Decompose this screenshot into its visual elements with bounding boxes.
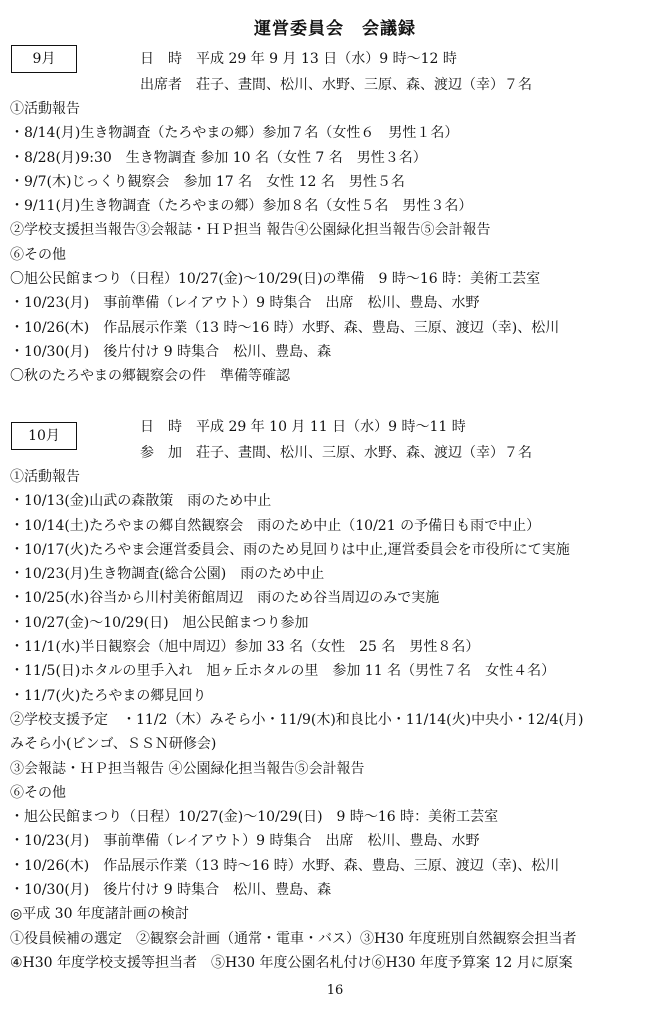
minutes-line: ・10/14(土)たろやまの郷自然観察会 雨のため中止（10/21 の予備日も雨で中止） (10, 517, 541, 534)
meeting-attendees: 出席者 荘子、晝間、松川、水野、三原、森、渡辺（幸）７名 (140, 77, 532, 93)
minutes-line: ・10/30(月) 後片付け 9 時集合 松川、豊島、森 (10, 882, 332, 899)
minutes-line: ◎平成 30 年度諸計画の検討 (10, 906, 189, 923)
minutes-line: ⑥その他 (10, 784, 66, 801)
minutes-line: ・10/23(月) 事前準備（レイアウト）9 時集合 出席 松川、豊島、水野 (10, 833, 480, 850)
minutes-line: 〇旭公民館まつり（日程）10/27(金)〜10/29(日)の準備 9 時〜16 時：美術工芸室 (10, 271, 541, 288)
month-label-box: 10月 (11, 422, 77, 450)
minutes-line: ・11/5(日)ホタルの里手入れ 旭ヶ丘ホタルの里 参加 11 名（男性７名 女性４名） (10, 663, 556, 680)
minutes-line: ②学校支援担当報告③会報誌・ＨＰ担当 報告④公園緑化担当報告⑤会計報告 (10, 222, 491, 239)
minutes-line: ③会報誌・ＨＰ担当報告 ④公園緑化担当報告⑤会計報告 (10, 760, 365, 777)
meeting-datetime: 日 時 平成 29 年 9 月 13 日（水）9 時〜12 時 (140, 51, 457, 67)
meeting-datetime: 日 時 平成 29 年 10 月 11 日（水）9 時〜11 時 (140, 419, 466, 435)
minutes-line: 〇秋のたろやまの郷観察会の件 準備等確認 (10, 368, 290, 385)
minutes-line: ・10/26(木) 作品展示作業（13 時〜16 時）水野、森、豊島、三原、渡辺（幸)、松川 (10, 857, 560, 874)
september-minutes (10, 97, 559, 389)
minutes-line: ②学校支援予定 ・11/2（木）みそら小・11/9(木)和良比小・11/14(火)中央小・12/4(月) (10, 711, 584, 728)
meeting-attendees: 参 加 荘子、晝間、松川、三原、水野、森、渡辺（幸）７名 (140, 445, 532, 461)
october-minutes (10, 465, 583, 975)
minutes-line: ・10/17(火)たろやま会運営委員会、雨のため見回りは中止,運営委員会を市役所にて実施 (10, 541, 570, 558)
minutes-line: ・9/11(月)生き物調査（たろやまの郷）参加８名（女性５名 男性３名） (10, 198, 473, 215)
minutes-line: ④H30 年度学校支援等担当者 ⑤H30 年度公園名札付け⑥H30 年度予算案 12 月に原案 (10, 954, 573, 971)
minutes-line: ・10/30(月) 後片付け 9 時集合 松川、豊島、森 (10, 343, 332, 360)
minutes-line: ・旭公民館まつり（日程）10/27(金)〜10/29(日) 9 時〜16 時：美術工芸室 (10, 809, 499, 826)
minutes-line: ・8/14(月)生き物調査（たろやまの郷）参加７名（女性６ 男性１名） (10, 125, 459, 142)
minutes-line: ・10/23(月)生き物調査(総合公園) 雨のため中止 (10, 566, 325, 583)
page-title: 運営委員会 会議録 (254, 19, 416, 39)
minutes-line: ・9/7(木)じっくり観察会 参加 17 名 女性 12 名 男性５名 (10, 173, 405, 190)
minutes-line: ・10/23(月) 事前準備（レイアウト）9 時集合 出席 松川、豊島、水野 (10, 295, 480, 312)
page-number: 16 (326, 983, 344, 998)
minutes-line: ・10/13(金)山武の森散策 雨のため中止 (10, 493, 272, 510)
minutes-line: みそら小(ビンゴ、ＳＳＮ研修会) (10, 736, 217, 753)
minutes-line: ・10/25(水)谷当から川村美術館周辺 雨のため谷当周辺のみで実施 (10, 590, 440, 607)
minutes-line: ①活動報告 (10, 101, 80, 117)
minutes-line: ①活動報告 (10, 469, 80, 485)
minutes-line: ・8/28(月)9:30 生き物調査 参加 10 名（女性 7 名 男性３名） (10, 149, 427, 166)
minutes-line: ・10/27(金)〜10/29(日) 旭公民館まつり参加 (10, 614, 309, 631)
minutes-line: ・11/1(水)半日観察会（旭中周辺）参加 33 名（女性 25 名 男性８名） (10, 639, 480, 656)
minutes-line: ・11/7(火)たろやまの郷見回り (10, 687, 207, 704)
minutes-line: ・10/26(木) 作品展示作業（13 時〜16 時）水野、森、豊島、三原、渡辺（幸)、松川 (10, 319, 560, 336)
minutes-line: ⑥その他 (10, 246, 66, 263)
month-label-box: 9月 (11, 45, 77, 73)
minutes-line: ①役員候補の選定 ②観察会計画（通常・電車・バス）③H30 年度班別自然観察会担当者 (10, 930, 577, 947)
